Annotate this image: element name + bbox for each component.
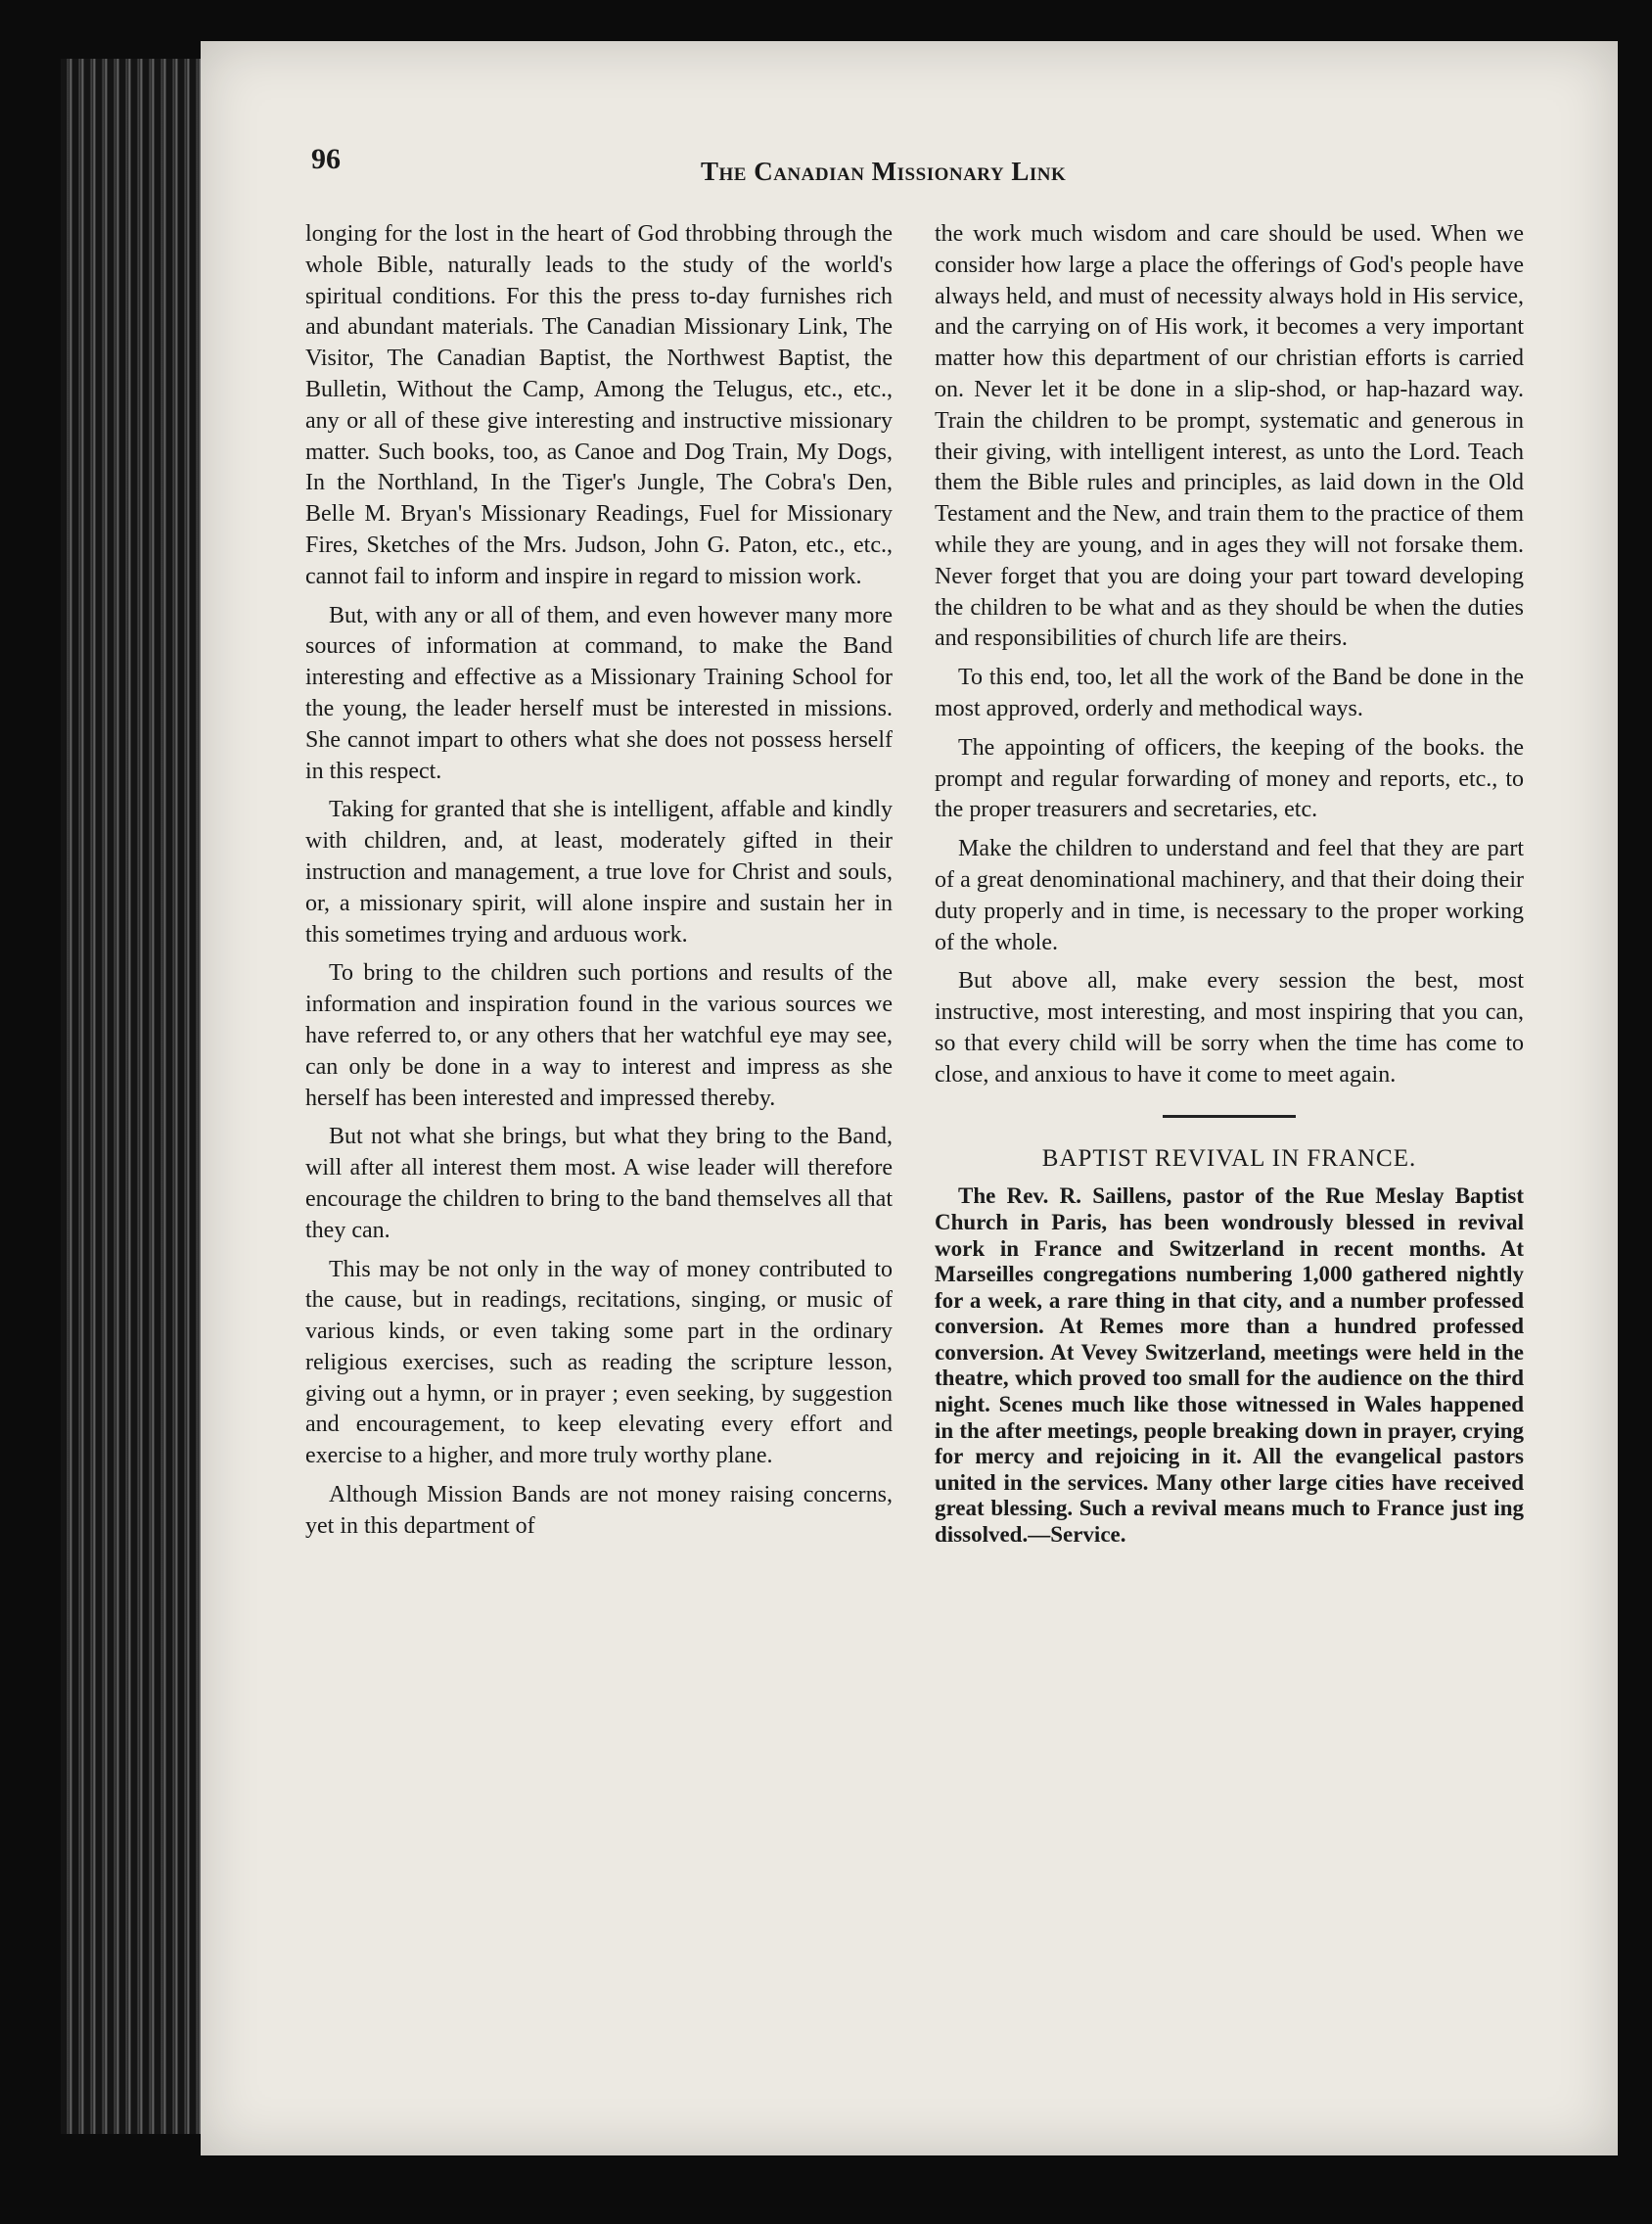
right-paragraph-2: To this end, too, let all the work of the Band be done in the most approved, orderly and methodical ways. <box>935 665 1524 721</box>
right-paragraph-1: the work much wisdom and care should be used. When we consider how large a place the offerings of God's people have always held, and must of necessity always hold in His service, and the carrying on of His work, it becomes a very important matter how this department of our christian efforts is carried on. Never let it be done in a slip-shod, or hap-hazard way. Train the children to be prompt, systematic and generous in their giving, with intelligent interest, as unto the Lord. Teach them the Bible rules and principles, as laid down in the Old Testament and the New, and train them to the practice of them while they are young, and in ages they will not forsake them. Never forget that you are doing your part toward developing the children to be what and as they should be when the duties and responsibilities of church life are theirs. <box>935 221 1524 652</box>
section-divider <box>1163 1115 1296 1118</box>
left-paragraph-2: But, with any or all of them, and even however many more sources of information at command, to make the Band interesting and effective as a Missionary Training School for the young, the leader herself must be interested in missions. She cannot impart to others what she does not possess herself in this respect. <box>305 602 893 784</box>
left-paragraph-6: This may be not only in the way of money contributed to the cause, but in readings, recitations, singing, or music of various kinds, or even taking some part in the ordinary religious exercises, such as reading the scripture lesson, giving out a hymn, or in prayer ; even seeking, by suggestion and encouragement, to keep elevating every effort and exercise to a higher, and more truly worthy plane. <box>305 1256 893 1469</box>
left-paragraph-1: longing for the lost in the heart of God throbbing through the whole Bible, naturally leads to the study of the world's spiritual conditions. For this the press to-day furnishes rich and abundant materials. The Canadian Missionary Link, The Visitor, The Canadian Baptist, the Northwest Baptist, the Bulletin, Without the Camp, Among the Telugus, etc., etc., any or all of these give interesting and instructive missionary matter. Such books, too, as Canoe and Dog Train, My Dogs, In the Northland, In the Tiger's Jungle, The Cobra's Den, Belle M. Bryan's Missionary Readings, Fuel for Missionary Fires, Sketches of the Mrs. Judson, John G. Paton, etc., etc., cannot fail to inform and inspire in regard to mission work. <box>305 221 893 589</box>
news-title: BAPTIST REVIVAL IN FRANCE. <box>1041 1144 1417 1172</box>
left-paragraph-4: To bring to the children such portions and results of the information and inspiration found in the various sources we have referred to, or any others that her watchful eye may see, can only be done in a way to interest and impress as she herself has been interested and impressed thereby. <box>305 960 893 1111</box>
left-paragraph-3: Taking for granted that she is intelligent, affable and kindly with children, and, at least, moderately gifted in their instruction and management, a true love for Christ and souls, or, a missionary spirit, will alone inspire and sustain her in this sometimes trying and arduous work. <box>305 797 893 948</box>
page-number: 96 <box>311 143 341 175</box>
left-column <box>305 219 893 1551</box>
running-head: The Canadian Missionary Link <box>701 157 1067 186</box>
right-paragraph-3: The appointing of officers, the keeping of the books. the prompt and regular forwarding of money and reports, etc., to the proper treasurers and secretaries, etc. <box>935 734 1524 823</box>
right-paragraph-5: But above all, make every session the best, most instructive, most interesting, and most inspiring that you can, so that every child will be sorry when the time has come to close, and anxious to have it come to meet again. <box>935 968 1524 1088</box>
left-paragraph-5: But not what she brings, but what they bring to the Band, will after all interest them most. A wise leader will therefore encourage the children to bring to the band themselves all that they can. <box>305 1124 893 1243</box>
book-spine-edge <box>61 59 207 2134</box>
right-column <box>935 219 1524 1556</box>
left-paragraph-7: Although Mission Bands are not money raising concerns, yet in this department of <box>305 1482 893 1539</box>
right-paragraph-4: Make the children to understand and feel that they are part of a great denominational machinery, and that their doing their duty properly and in time, is necessary to the proper working of the whole. <box>935 836 1524 955</box>
news-body: The Rev. R. Saillens, pastor of the Rue Meslay Baptist Church in Paris, has been wondrously blessed in revival work in France and Switzerland in recent months. At Marseilles congregations numbering 1,000 gathered nightly for a week, a rare thing in that city, and a number professed conversion. At Remes more than a hundred professed conversion. At Vevey Switzerland, meetings were held in the theatre, which proved too small for the audience on the third night. Scenes much like those witnessed in Wales happened in the after meetings, people breaking down in prayer, crying for mercy and rejoicing in it. All the evangelical pastors united in the services. Many other large cities have received great blessing. Such a revival means much to France just ing dissolved.—Service. <box>935 1183 1524 1548</box>
